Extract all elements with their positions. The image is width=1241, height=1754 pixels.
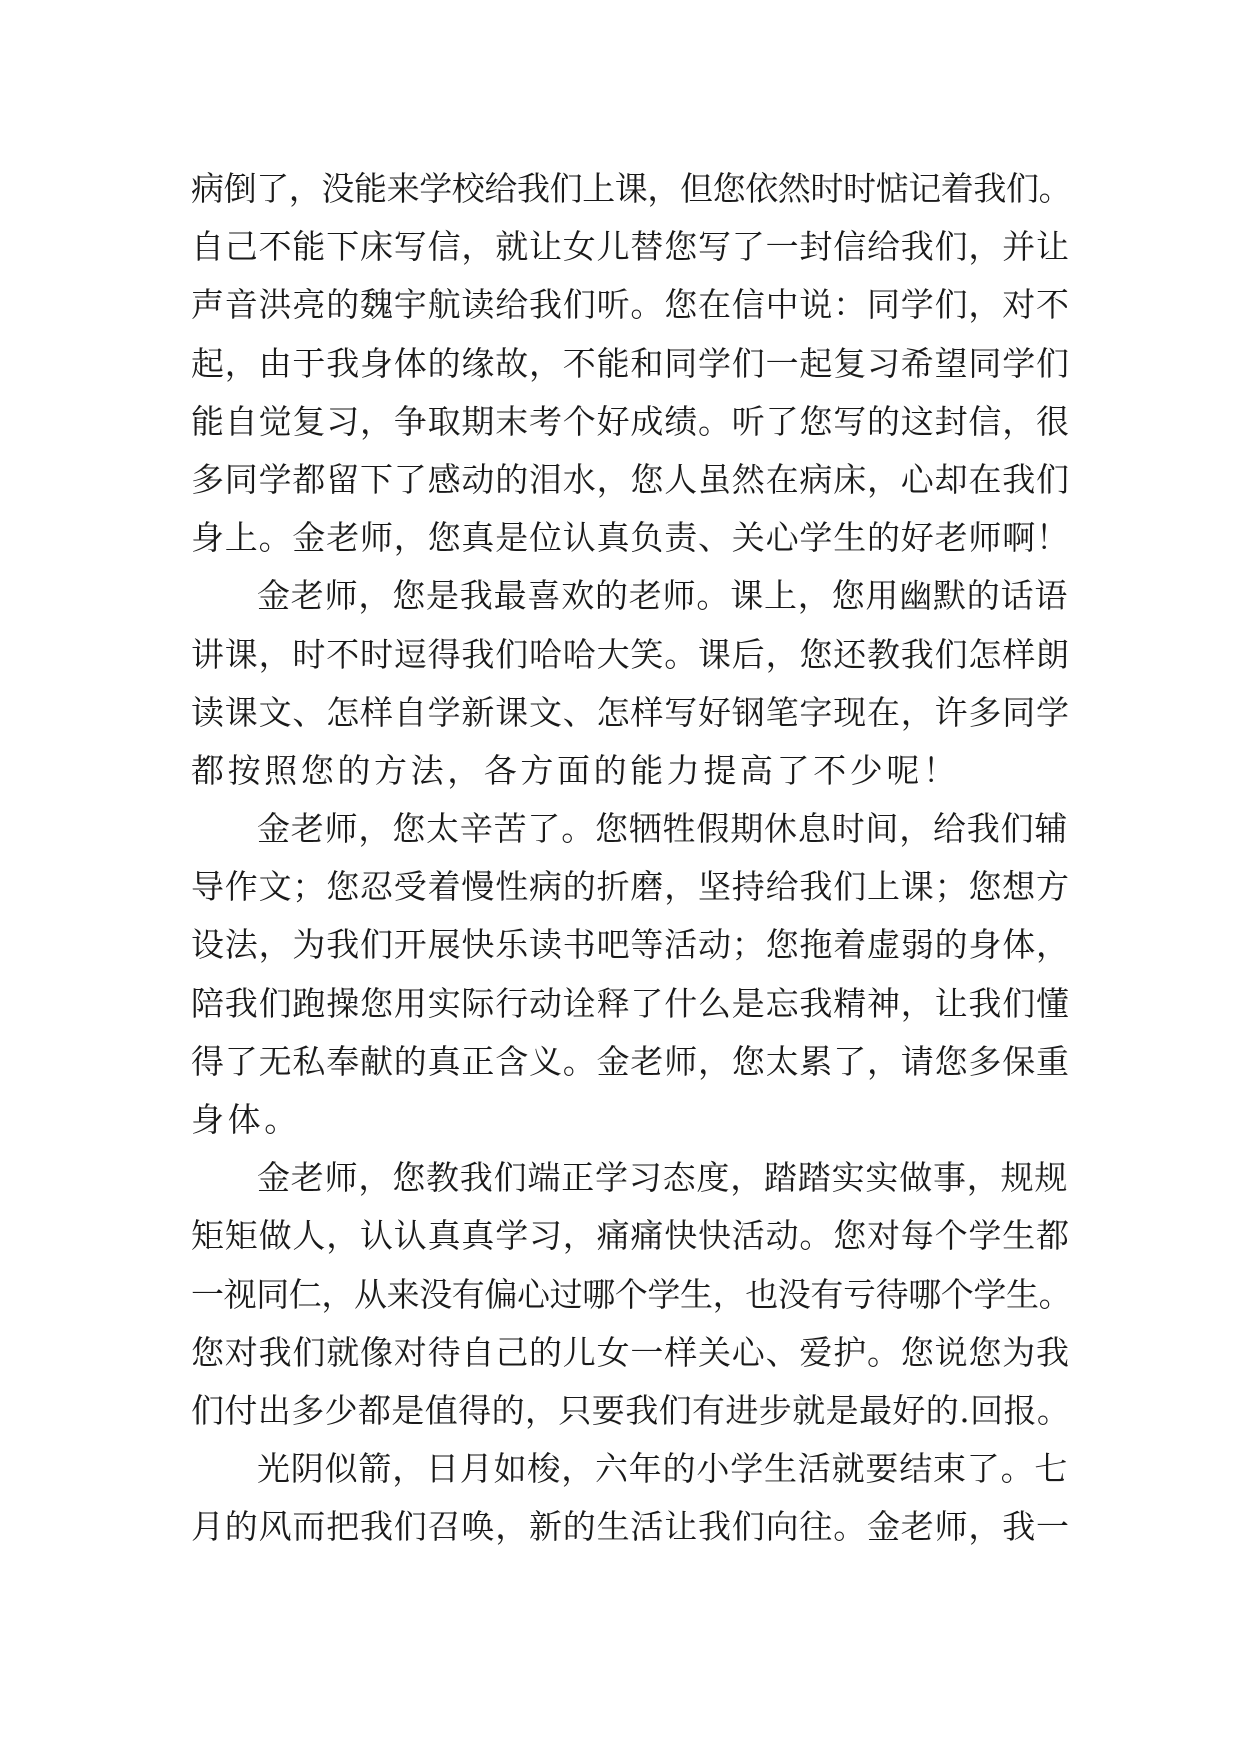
text-line: 能自觉复习，争取期末考个好成绩。听了您写的这封信，很 xyxy=(191,401,1070,441)
body-text xyxy=(191,160,1071,1557)
text-line: 陪我们跑操您用实际行动诠释了什么是忘我精神，让我们懂 xyxy=(191,983,1070,1023)
text-line: 身体。 xyxy=(191,1100,301,1139)
text-line: 声音洪亮的魏宇航读给我们听。您在信中说：同学们，对不 xyxy=(191,285,1070,325)
text-line: 月的风而把我们召唤，新的生活让我们向往。金老师，我一 xyxy=(191,1507,1070,1547)
text-line: 光阴似箭，日月如梭，六年的小学生活就要结束了。七 xyxy=(257,1449,1069,1489)
text-line: 们付出多少都是值得的，只要我们有进步就是最好的.回报。 xyxy=(191,1390,1071,1430)
text-line: 矩矩做人，认认真真学习，痛痛快快活动。您对每个学生都 xyxy=(191,1216,1070,1256)
text-line: 身上。金老师，您真是位认真负责、关心学生的好老师啊！ xyxy=(191,518,1070,558)
text-line: 设法，为我们开展快乐读书吧等活动；您拖着虚弱的身体， xyxy=(191,925,1070,965)
text-line: 一视同仁，从来没有偏心过哪个学生，也没有亏待哪个学生。 xyxy=(191,1274,1072,1314)
text-line: 导作文；您忍受着慢性病的折磨，坚持给我们上课；您想方 xyxy=(191,867,1070,907)
text-line: 得了无私奉献的真正含义。金老师，您太累了，请您多保重 xyxy=(191,1041,1070,1081)
text-line: 金老师，您教我们端正学习态度，踏踏实实做事，规规 xyxy=(257,1158,1069,1198)
text-line: 讲课，时不时逗得我们哈哈大笑。课后，您还教我们怎样朗 xyxy=(191,634,1070,674)
text-line: 多同学都留下了感动的泪水，您人虽然在病床，心却在我们 xyxy=(191,459,1070,499)
text-line: 您对我们就像对待自己的儿女一样关心、爱护。您说您为我 xyxy=(191,1332,1070,1372)
text-line: 金老师，您是我最喜欢的老师。课上，您用幽默的话语 xyxy=(257,576,1069,616)
text-line: 都按照您的方法，各方面的能力提高了不少呢！ xyxy=(191,750,960,790)
text-line: 读课文、怎样自学新课文、怎样写好钢笔字现在，许多同学 xyxy=(191,692,1070,732)
text-line: 病倒了，没能来学校给我们上课，但您依然时时惦记着我们。 xyxy=(191,169,1072,208)
text-line: 起，由于我身体的缘故，不能和同学们一起复习希望同学们 xyxy=(191,343,1070,383)
text-line: 金老师，您太辛苦了。您牺牲假期休息时间，给我们辅 xyxy=(257,809,1069,849)
text-line: 自己不能下床写信，就让女儿替您写了一封信给我们，并让 xyxy=(191,227,1070,267)
